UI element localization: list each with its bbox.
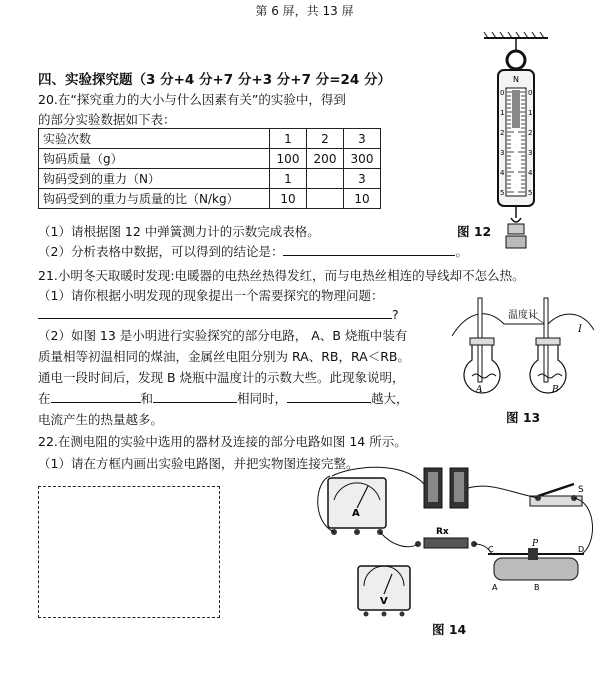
page-header: 第 6 屏，共 13 屏 [255,4,354,18]
current-label: I [578,324,582,335]
resistor-label: Rx [436,527,449,537]
q21-part1-answer [38,306,399,322]
section-title: 四、实验探究题（3 分+4 分+7 分+3 分+7 分=24 分） [38,72,392,88]
q21-part2-line2: 质量相等初温相同的煤油，金属丝电阻分别为 RA、RB，RA＜RB。 [38,349,410,364]
table-cell: 3 [344,169,381,189]
table-cell: 10 [344,189,381,209]
thermometer-label: 温度计 [508,310,538,321]
table-cell: 钩码质量（g） [39,149,270,169]
q21-part1-end: ? [392,307,399,322]
rheostat-p: P [532,539,539,549]
table-cell-blank[interactable] [307,189,344,209]
text-in: 在 [38,391,51,406]
table-cell: 300 [344,149,381,169]
q21-part2-line1: （2）如图 13 是小明进行实验探究的部分电路， A、B 烧瓶中装有 [38,328,408,343]
scale-number: 2 [500,129,505,137]
resistor-rx [415,527,477,548]
q21-part2-line4 [38,389,409,407]
rheostat [488,539,584,592]
table-cell: 100 [270,149,307,169]
scale-number: 0 [500,89,505,97]
q20-intro-line1: 20.在“探究重力的大小与什么因素有关”的实验中，得到 [38,92,346,107]
q21-part2-line3: 通电一段时间后，发现 B 烧瓶中温度计的示数大些。此现象说明， [38,370,405,385]
rheostat-a: A [492,583,498,592]
scale-number: 3 [528,149,533,157]
battery-pack [424,468,468,508]
table-cell: 1 [270,129,307,149]
scale-number: 4 [500,169,505,177]
figure-13-circuit [448,284,598,408]
table-row [39,149,381,169]
rheostat-b: B [534,583,540,592]
table-row [39,189,381,209]
answer-blank[interactable] [283,243,455,256]
scale-number: 3 [500,149,505,157]
table-cell: 实验次数 [39,129,270,149]
scale-number: 0 [528,89,533,97]
scale-letter-n: N [513,75,519,84]
text-same: 相同时， [237,391,288,406]
flask-a-label: A [476,385,483,395]
q20-part2-end: 。 [455,244,468,259]
rheostat-c: C [488,545,494,554]
voltmeter [358,566,410,617]
switch [530,484,584,506]
q21-part2-line5: 电流产生的热量越多。 [38,412,164,427]
q22-intro: 22.在测电阻的实验中选用的器材及连接的部分电路如图 14 所示。 [38,434,407,449]
text-and: 和 [140,391,154,406]
scale-number: 5 [500,189,505,197]
figure-13-label: 图 13 [506,410,541,425]
table-header-row [39,129,381,149]
answer-blank[interactable] [153,390,237,403]
table-cell-blank[interactable] [307,169,344,189]
table-cell: 10 [270,189,307,209]
spring-scale-figure [478,30,554,252]
data-table [38,128,381,209]
q20-part2 [38,242,468,260]
text-larger: 越大， [371,391,409,406]
table-cell: 3 [344,129,381,149]
scale-number: 1 [528,109,533,117]
flask-b-label: B [552,385,559,395]
scale-number: 2 [528,129,533,137]
q20-part1: （1）请根据图 12 中弹簧测力计的示数完成表格。 [38,224,320,239]
q22-part1: （1）请在方框内画出实验电路图，并把实物图连接完整。 [38,456,359,471]
table-cell: 2 [307,129,344,149]
figure-14-label: 图 14 [432,622,467,637]
table-cell: 200 [307,149,344,169]
ammeter-label: A [352,508,360,519]
table-cell: 1 [270,169,307,189]
figure-12-label: 图 12 [457,224,492,239]
q21-part1: （1）请你根据小明发现的现象提出一个需要探究的物理问题： [38,288,384,303]
q20-part2-text: （2）分析表格中数据，可以得到的结论是： [38,244,284,259]
ammeter [328,478,386,535]
q21-intro: 21.小明冬天取暖时发现:电暖器的电热丝热得发红，而与电热丝相连的导线却不怎么热。 [38,268,525,283]
rheostat-d: D [578,545,585,554]
table-row [39,169,381,189]
drawing-box[interactable] [38,486,220,618]
voltmeter-label: V [380,596,388,607]
q20-intro-line2: 的部分实验数据如下表： [38,112,176,127]
answer-blank[interactable] [38,306,392,319]
table-cell: 钩码受到的重力（N） [39,169,270,189]
answer-blank[interactable] [287,390,371,403]
scale-number: 4 [528,169,533,177]
switch-label: S [578,485,584,495]
answer-blank[interactable] [51,390,141,403]
figure-14-apparatus [312,462,602,620]
scale-number: 1 [500,109,505,117]
scale-number: 5 [528,189,533,197]
table-cell: 钩码受到的重力与质量的比（N/kg） [39,189,270,209]
